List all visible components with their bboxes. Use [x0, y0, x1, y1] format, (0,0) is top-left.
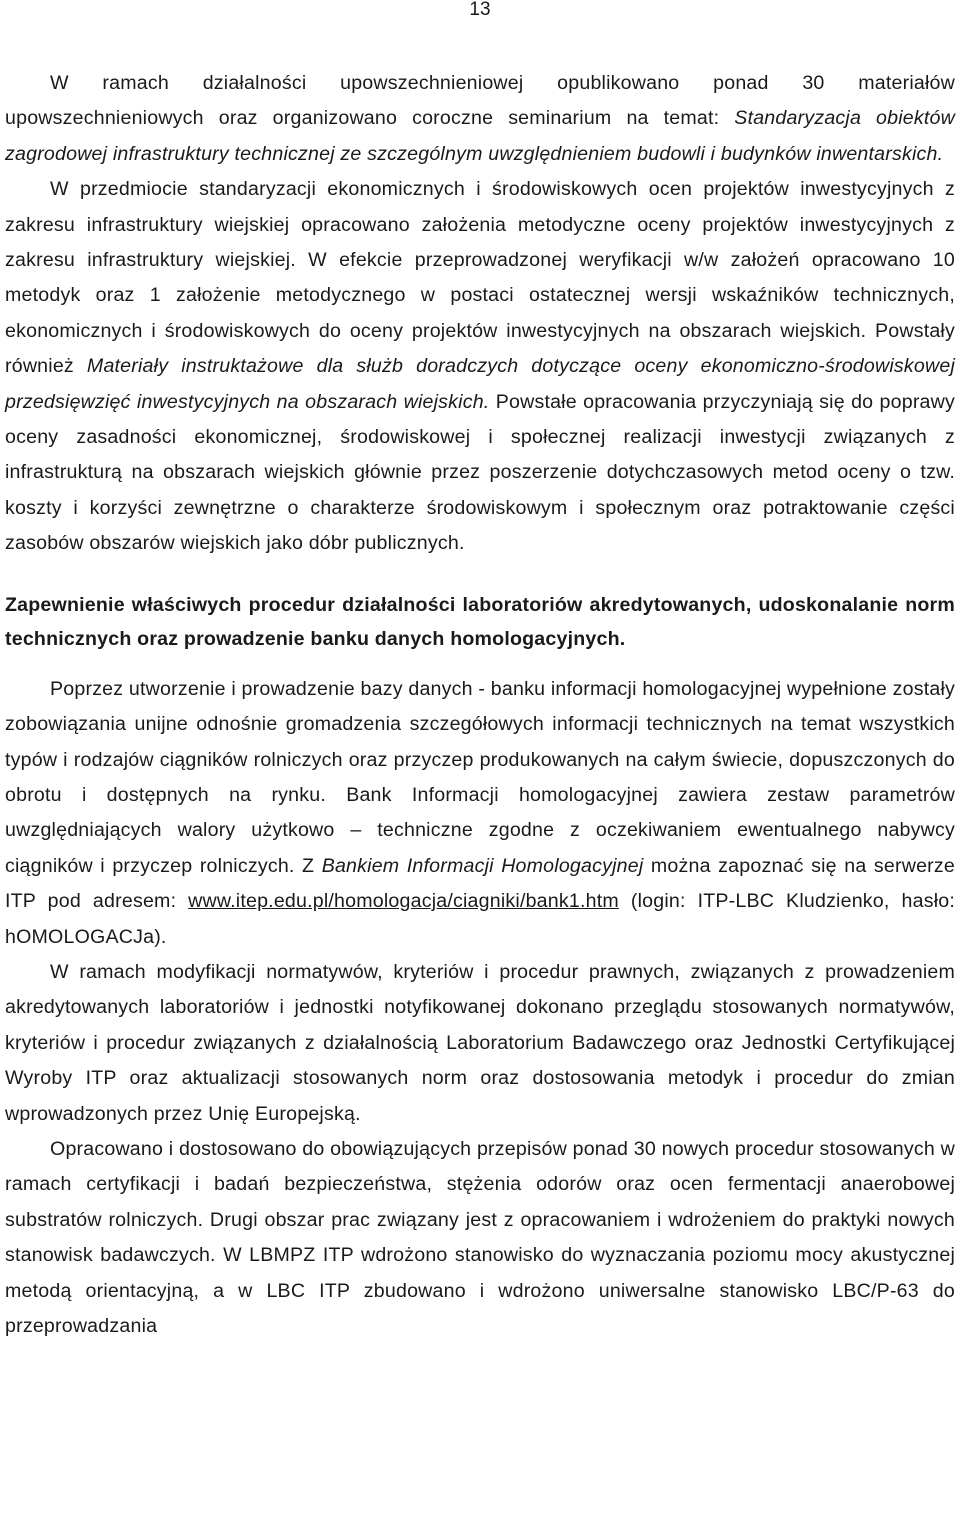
paragraph-text: W przedmiocie standaryzacji ekonomicznych i środowiskowych ocen projektów inwestycyjnych z zakresu infrastruktury wiejskiej opracowano założenia metodyczne oceny projektów inwestycyjnych z zakresu infrastruktury wiejskiej. W efekcie przeprowadzonej weryfikacji w/w założeń opracowano 10 metodyk oraz 1 założenie metodycznego w postaci ostatecznej wersji wskaźników technicznych, ekonomicznych i środowiskowych do oceny projektów inwestycyjnych na obszarach wiejskich. Powstały również	[5, 178, 955, 378]
paragraph-text: (login: ITP-LBC Kludzienko, hasło: hOMOLOGACJa).	[5, 890, 955, 948]
paragraph-text: Poprzez utworzenie i prowadzenie bazy danych - banku informacji homologacyjnej wypełnione zostały zobowiązania unijne odnośnie gromadzenia szczegółowych informacji technicznych na temat wszystkich typów i rodzajów ciągników rolniczych oraz przyczep produkowanych na całym świecie, dopuszczonych do obrotu i dostępnych na rynku. Bank Informacji homologacyjnej zawiera zestaw parametrów uwzględniających walory użytkowo – techniczne zgodne z oczekiwaniem ewentualnego nabywcy ciągników i przyczep rolniczych. Z	[5, 677, 955, 877]
paragraph-regulations: W ramach modyfikacji normatywów, kryteriów i procedur prawnych, związanych z prowadzeniem akredytowanych laboratoriów i jednostki notyfikowanej dokonano przeglądu stosowanych normatywów, kryteriów i procedur związanych z działalnością Laboratorium Badawczego oraz Jednostki Certyfikującej Wyroby ITP oraz aktualizacji stosowanych norm oraz dostosowania metodyk i procedur do zmian wprowadzonych przez Unię Europejską.	[5, 960, 955, 1125]
homologation-bank-link[interactable]: www.itep.edu.pl/homologacja/ciagniki/bank1.htm	[188, 890, 619, 913]
paragraph-text: można zapoznać się na serwerze ITP pod adresem:	[5, 854, 955, 913]
seminar-title: Standaryzacja obiektów zagrodowej infrastruktury technicznej ze szczególnym uwzględnieniem budowli i budynków inwentarskich.	[5, 107, 955, 165]
paragraph-dissemination	[5, 66, 955, 172]
section-heading: Zapewnienie właściwych procedur działalności laboratoriów akredytowanych, udoskonalanie norm technicznych oraz prowadzenie banku danych homologacyjnych.	[5, 593, 955, 650]
bank-title: Bankiem Informacji Homologacyjnej	[321, 854, 644, 877]
document-body	[5, 66, 955, 1344]
materials-title: Materiały instruktażowe dla służb doradczych dotyczące oceny ekonomiczno-środowiskowej przedsięwzięć inwestycyjnych na obszarach wiejskich.	[5, 355, 955, 413]
paragraph-homologation-bank	[5, 672, 955, 955]
page-number: 13	[469, 0, 491, 20]
paragraph-text: Powstałe opracowania przyczyniają się do poprawy oceny zasadności ekonomicznej, środowiskowej i społecznej realizacji inwestycji związanych z infrastrukturą na obszarach wiejskich głównie przez poszerzenie dotychczasowych metod oceny o tzw. koszty i korzyści zewnętrzne o charakterze środowiskowym i społecznym oraz potraktowanie części zasobów obszarów wiejskich jako dóbr publicznych.	[5, 390, 955, 555]
paragraph-standardization	[5, 172, 955, 561]
paragraph-procedures: Opracowano i dostosowano do obowiązujących przepisów ponad 30 nowych procedur stosowanych w ramach certyfikacji i badań bezpieczeństwa, stężenia odorów oraz ocen fermentacji anaerobowej substratów rolniczych. Drugi obszar prac związany jest z opracowaniem i wdrożeniem do praktyki nowych stanowisk badawczych. W LBMPZ ITP wdrożono stanowisko do wyznaczania poziomu mocy akustycznej metodą orientacyjną, a w LBC ITP zbudowano i wdrożono uniwersalne stanowisko LBC/P-63 do przeprowadzania	[5, 1137, 955, 1337]
paragraph-text: W ramach działalności upowszechnieniowej opublikowano ponad 30 materiałów upowszechnieniowych oraz organizowano coroczne seminarium na temat:	[5, 72, 955, 130]
